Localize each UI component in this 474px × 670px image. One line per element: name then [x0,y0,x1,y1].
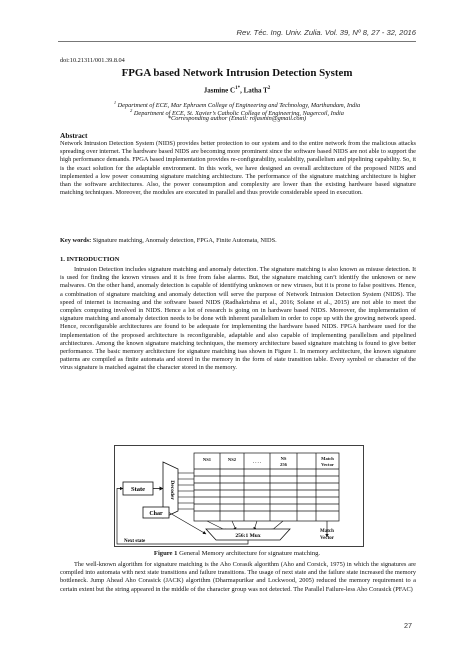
affiliation-2: $^2$ Department of ECE, St. Xavier’s Catholic College of Engineering, Nagercoil, India [130,108,344,118]
author-2: , Latha T [240,86,268,95]
figure-caption: Figure 1 General Memory architecture for signature matching. [153,550,321,557]
abstract-text: Network Intrusion Detection System (NIDS) provides better protection to our system and to the entire network from the malicious attacks spreading over internet. The hardware based NIDS are becoming more prominent since the software based NIDS are not able to support the high performance demands. FPGA based implementation provides re-configurability, scalability, parallelism and pipelining capability. So, it is the exact solution for the adaptable environment. In this work, we have designed an overall architecture of the proposed NIDS and implemented a low power consuming signature matching architecture. The performance of the signature matching architecture is higher than the software architectures. Also, the power consumption and complexity are lower than the existing hardware based signature matching techniques. Moreover, the modules are executed in parallel and thus provide considerable speed in execution. [60,140,416,197]
author-1: Jasmine C [203,86,236,95]
intro-text: Intrusion Detection includes signature matching and anomaly detection. The signature matching is also known as misuse detection. It is used for finding the known viruses and it is free from false alarms. But, the signature matching can’t identify the unknown or new malwares. On the other hand, anomaly detection is capable of identifying unknown or new viruses, but it is prone to false positives. Hence, a combination of signature matching and anomaly detection will serve the purpose of Network Intrusion Detection System (NIDS). The speed of internet is increasing and the software based NIDS (Radhakrishna et al., 2016; Solane et al., 2015) are not able to meet the complex computing involved in NIDS. Hence a lot of research is going on in hardware based NIDS. Moreover, the implementation of signature matching and anomaly detection needs to be done with inherent parallelism in order to cope up with the growing network speed. Hence, reconfigurable architectures are found to be adequate for implementing the hardware based NIDS. FPGA hardware used for the implementation of the proposed architecture is reconfigurable, adaptable and also capable of implementing parallelism and pipelined architectures. Among the known signature matching techniques, the memory architecture based signature matching is found to give better performance. The basic memory architecture for signature matching isas shown in Figure 1. In memory architecture, the known signature patterns are compiled as finite automata and stored in the memory in the form of state transition table. Every symbol or character of the virus signature is matched against the character stored in the memory. [60,266,416,372]
col-match-b: Vector [321,462,334,467]
char-box [143,507,169,518]
col-ns256-a: NS [280,456,287,461]
col-dots: . . . . [252,459,262,464]
svg-text:State: State [130,486,146,493]
paper-title: FPGA based Network Intrusion Detection System [121,67,353,79]
page-number: 27 [404,621,412,630]
keywords [60,237,277,244]
journal-header: Rev. Téc. Ing. Univ. Zulia. Vol. 39, Nº 8, 27 - 32, 2016 [236,28,416,37]
corresponding-author: *Corresponding author (Email: rojasmin@gmail.com) [167,115,307,122]
svg-text:256:1 Mux: 256:1 Mux [235,533,261,539]
authors [0,86,474,94]
col-ns1: NS1 [202,457,212,462]
doi: doi:10.21311/001.39.8.04 [60,57,125,64]
next-state-label: Next state [124,539,146,544]
col-ns256-b: 256 [280,462,287,467]
keywords-list: Signature matching, Anomaly detection, FPGA, Finite Automata, NIDS. [91,237,277,244]
author-2-sup: 2 [267,86,271,91]
author-1-sup: 1* [235,86,241,91]
intro-heading: 1. INTRODUCTION [60,256,120,263]
keywords-label: Key words: [60,237,92,244]
memory-table [194,453,339,521]
state-box [123,482,153,495]
match-vector-out-b: Vector [320,536,334,541]
match-vector-out-a: Match [320,529,334,534]
body-text-continued: The well-known algorithm for signature matching is the Aho Corasik algorithm (Aho and Corsick, 1975) in which the signatures are compiled into automata with next state transitions and failure transitions. The usage of next state and the failure state increased the memory bottleneck. Jump Ahead Aho Corasick (JACK) algorithm (Dharmapurikar and Lockwood, 2005) reduced the memory requirement to a certain extent but the string appeared in the middle of the character group was not detected. The Parallel Failure-less Aho Corasick (PFAC) [60,561,416,593]
svg-text:Char: Char [149,511,163,517]
col-ns2: NS2 [227,457,237,462]
svg-text:Decoder: Decoder [169,480,175,500]
affiliation-1: $^1$ Department of ECE, Mar Ephraem College of Engineering and Technology, Marthandam, India [113,100,361,110]
figure-1-diagram [114,445,364,547]
abstract-heading: Abstract [60,131,88,140]
col-match-a: Match [321,456,334,461]
header-rule [58,41,416,42]
char-arrow [169,513,206,535]
decoder-lines [178,473,194,509]
mux-block [206,529,290,540]
